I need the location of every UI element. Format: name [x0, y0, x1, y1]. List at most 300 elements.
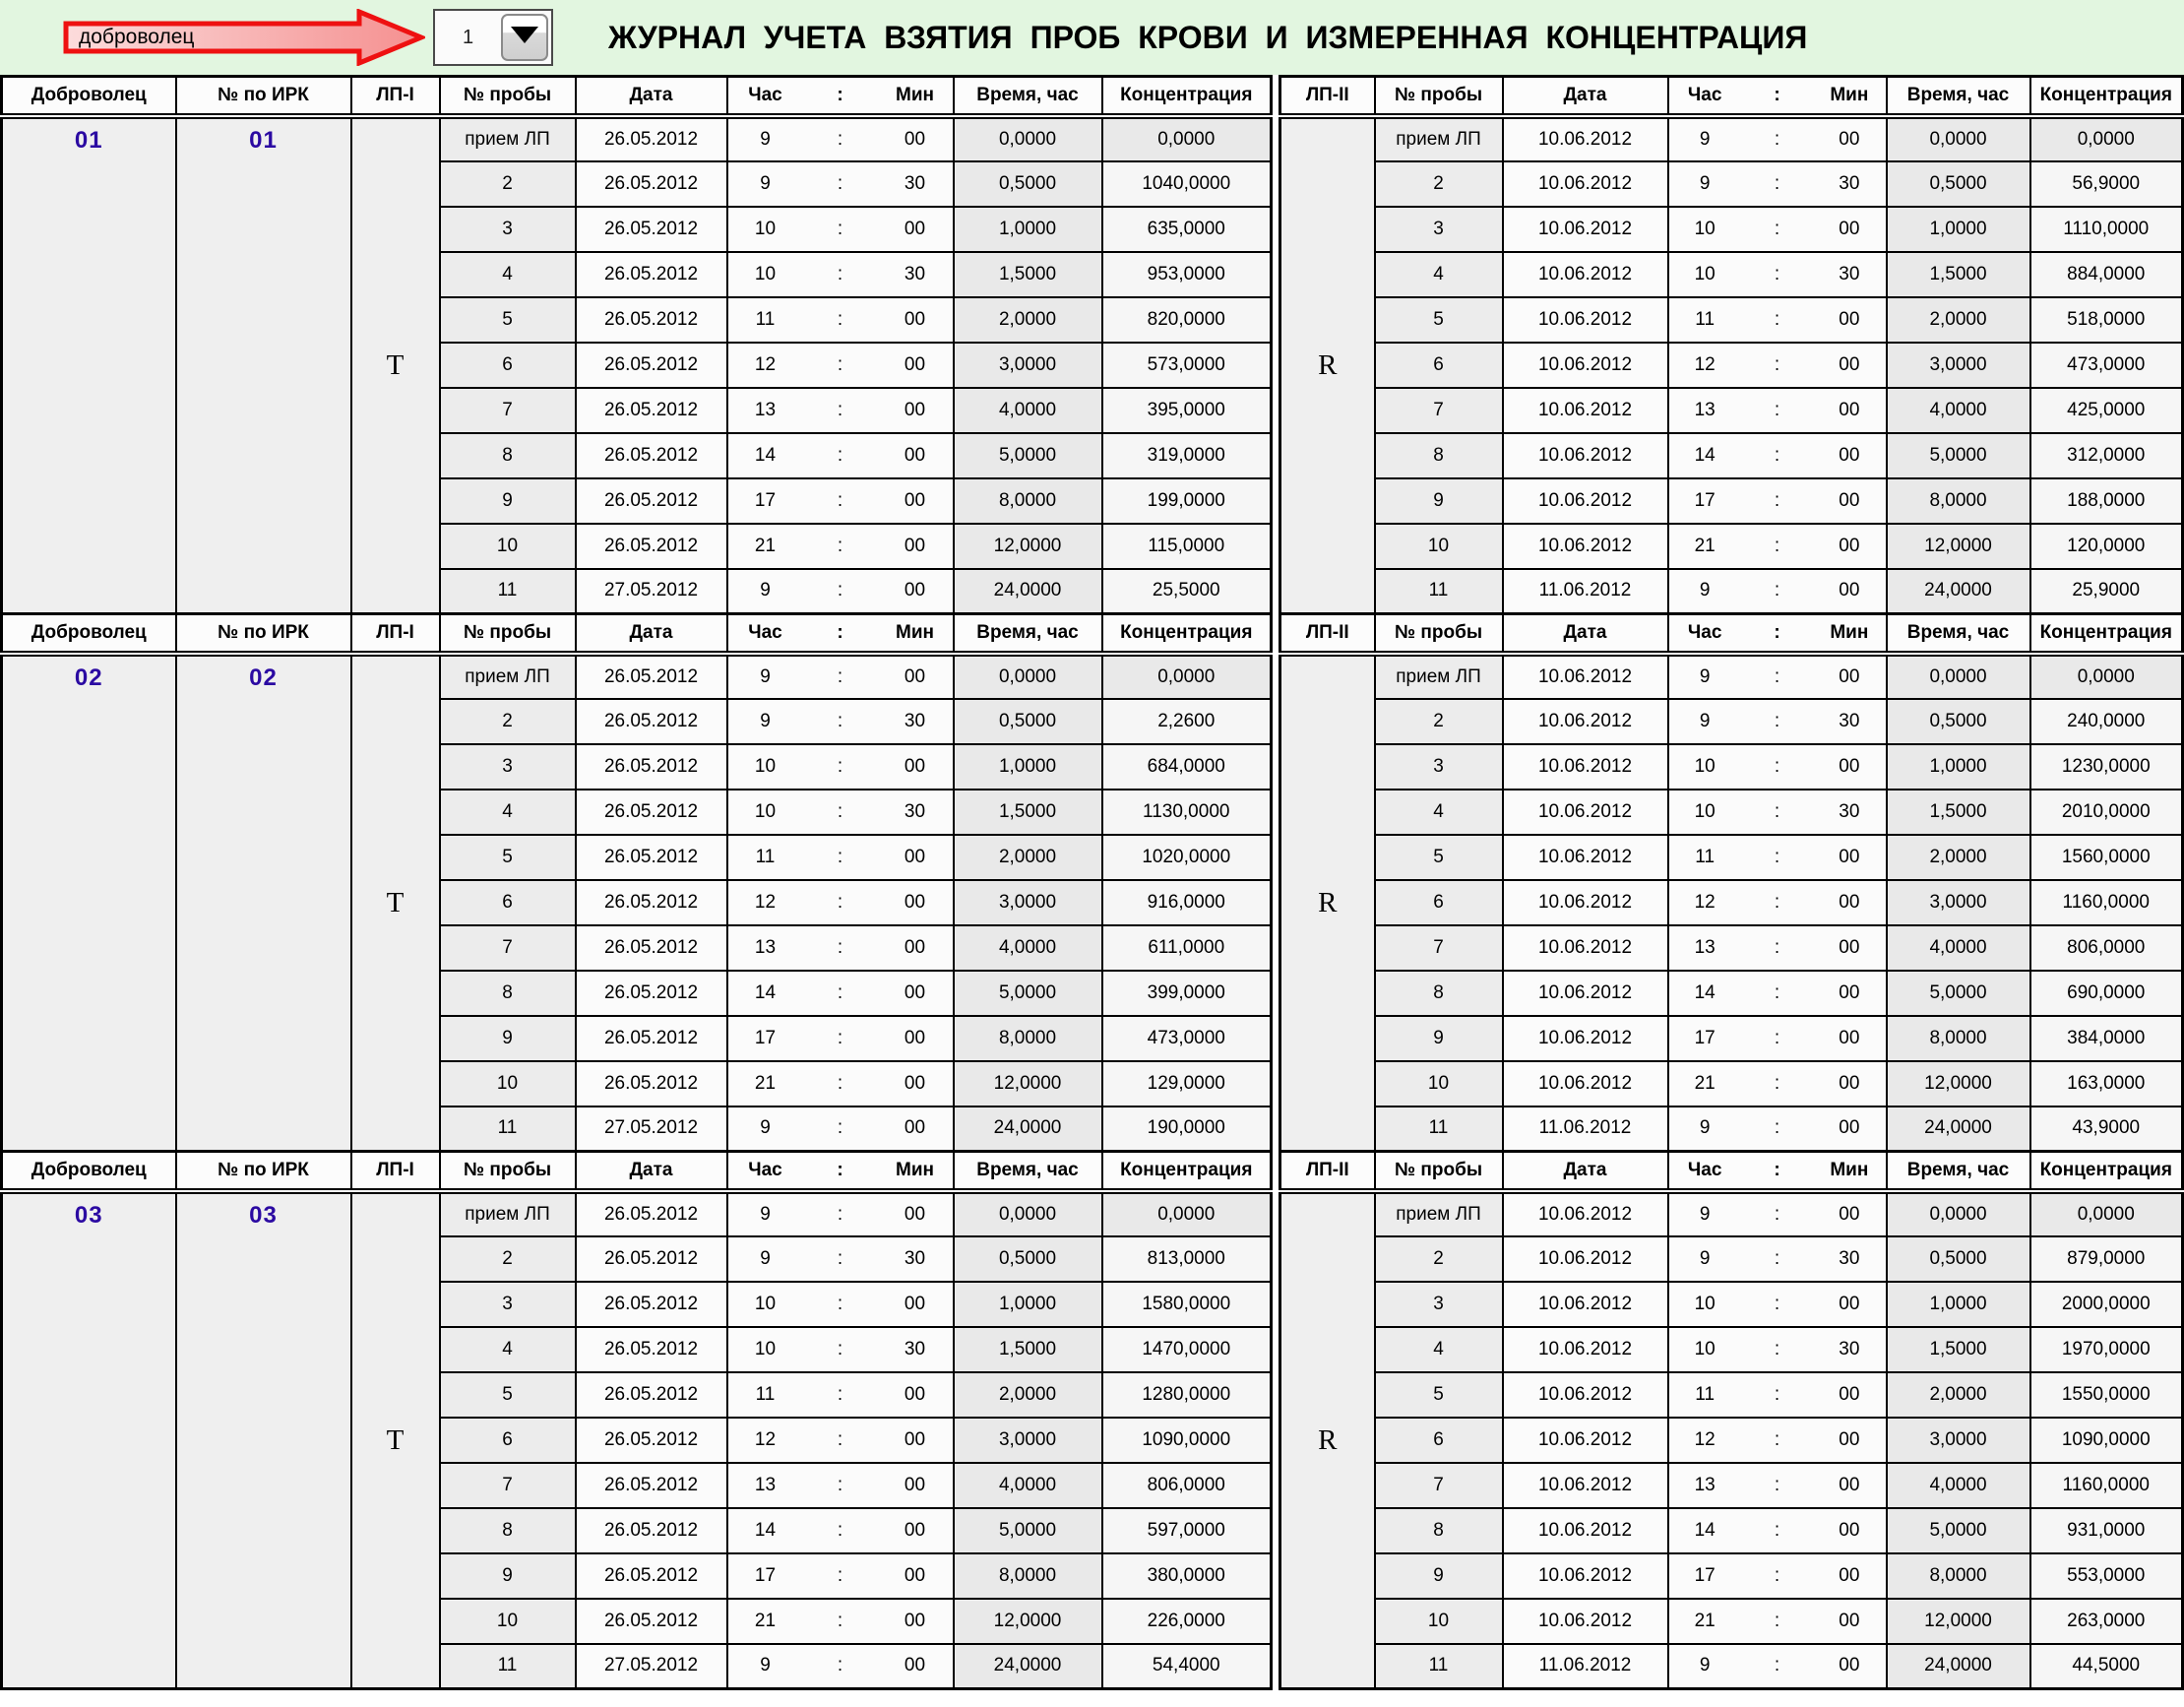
hour-min-cell-wrap: [728, 580, 953, 601]
sample-cell: 4: [1375, 252, 1503, 297]
hour-min-cell-min: 30: [1839, 1247, 1860, 1269]
conc-cell: 806,0000: [2030, 925, 2183, 971]
hour-min-cell: [727, 699, 954, 744]
conc-cell: 1470,0000: [1102, 1327, 1272, 1372]
date-cell: 10.06.2012: [1503, 654, 1668, 699]
table-row: [1280, 790, 2183, 835]
hour-min-cell-colon: :: [1774, 891, 1780, 913]
table-row: [1280, 1236, 2183, 1282]
col-header-hour-min-min: Мин: [1830, 84, 1869, 105]
time-cell: 4,0000: [954, 925, 1102, 971]
hour-min-cell-colon: :: [837, 1428, 843, 1450]
hour-min-cell-wrap: [1669, 536, 1886, 557]
hour-min-cell: [1668, 1372, 1887, 1418]
hour-min-cell-min: 00: [904, 1293, 926, 1314]
date-cell: 10.06.2012: [1503, 388, 1668, 433]
hour-min-cell: [727, 880, 954, 925]
time-cell: 4,0000: [1887, 388, 2030, 433]
hour-min-cell-colon: :: [1774, 1655, 1780, 1676]
date-cell: 10.06.2012: [1503, 1418, 1668, 1463]
hour-min-cell: [727, 388, 954, 433]
col-header-time: Время, час: [1887, 1152, 2030, 1191]
lp1-table: [0, 75, 1273, 1690]
col-header-hour-min-hour: Час: [1687, 621, 1722, 643]
hour-min-cell-hour: 11: [1695, 1383, 1716, 1405]
hour-min-cell-wrap: [728, 173, 953, 195]
conc-cell: 2000,0000: [2030, 1282, 2183, 1327]
hour-min-cell-colon: :: [1774, 710, 1780, 731]
hour-min-cell-colon: :: [1774, 172, 1780, 194]
sample-cell: 9: [440, 1016, 576, 1061]
hour-min-cell-hour: 17: [1694, 489, 1716, 511]
hour-min-cell-colon: :: [837, 353, 843, 375]
conc-cell: 120,0000: [2030, 524, 2183, 569]
col-header-time: Время, час: [954, 77, 1102, 116]
sample-cell: 6: [440, 1418, 576, 1463]
hour-min-cell-min: 00: [904, 399, 926, 420]
sample-cell: 6: [1375, 343, 1503, 388]
hour-min-cell-hour: 9: [760, 665, 771, 687]
hour-min-cell-min: 00: [904, 308, 926, 330]
hour-min-cell-wrap: [728, 1611, 953, 1632]
hour-min-cell-hour: 9: [760, 710, 771, 731]
time-cell: 3,0000: [1887, 1418, 2030, 1463]
conc-cell: 0,0000: [1102, 1191, 1272, 1236]
hour-min-cell-hour: 9: [760, 580, 771, 601]
spinner-dropdown-button[interactable]: [501, 14, 548, 61]
date-cell: 10.06.2012: [1503, 790, 1668, 835]
toolbar: [0, 0, 2184, 75]
hour-min-cell-colon: :: [1774, 1117, 1780, 1139]
time-cell: 1,5000: [954, 790, 1102, 835]
col-header-hour-min-min: Мин: [896, 1159, 934, 1180]
table-row: [2, 1191, 1272, 1236]
sample-cell: 4: [440, 1327, 576, 1372]
table-row: [1280, 1508, 2183, 1553]
table-row: [1280, 654, 2183, 699]
time-cell: 0,0000: [954, 116, 1102, 161]
time-cell: 1,5000: [954, 252, 1102, 297]
lp2-code: R: [1280, 1191, 1375, 1689]
col-header-time: Время, час: [954, 614, 1102, 654]
hour-min-cell: [1668, 116, 1887, 161]
hour-min-cell-wrap: [1669, 937, 1886, 959]
time-cell: 3,0000: [954, 880, 1102, 925]
hour-min-cell-hour: 9: [1699, 1117, 1711, 1139]
hour-min-cell-colon: :: [1774, 1474, 1780, 1495]
sample-cell: 8: [440, 1508, 576, 1553]
time-cell: 5,0000: [954, 1508, 1102, 1553]
col-header-hour-min-wrap: [728, 1160, 953, 1181]
hour-min-cell-min: 00: [904, 535, 926, 556]
hour-min-cell: [1668, 478, 1887, 524]
hour-min-cell: [727, 207, 954, 252]
conc-cell: 1550,0000: [2030, 1372, 2183, 1418]
hour-min-cell-colon: :: [837, 1610, 843, 1631]
conc-cell: 1090,0000: [2030, 1418, 2183, 1463]
hour-min-cell-min: 00: [904, 1203, 926, 1225]
hour-min-cell-colon: :: [1774, 263, 1780, 284]
hour-min-cell: [727, 971, 954, 1016]
hour-min-cell-min: 00: [1839, 489, 1860, 511]
sample-cell: 2: [1375, 1236, 1503, 1282]
hour-min-cell-colon: :: [1774, 1247, 1780, 1269]
hour-min-cell: [1668, 1508, 1887, 1553]
hour-min-cell-hour: 14: [1694, 444, 1716, 466]
date-cell: 10.06.2012: [1503, 699, 1668, 744]
hour-min-cell: [1668, 1016, 1887, 1061]
hour-min-cell-min: 00: [904, 936, 926, 958]
conc-cell: 1110,0000: [2030, 207, 2183, 252]
table-row: [1280, 835, 2183, 880]
hour-min-cell-colon: :: [837, 665, 843, 687]
hour-min-cell: [1668, 1106, 1887, 1152]
sample-cell: 5: [440, 1372, 576, 1418]
conc-cell: 199,0000: [1102, 478, 1272, 524]
hour-min-cell-hour: 17: [754, 1564, 777, 1586]
col-header-hour-min-colon: :: [1774, 84, 1780, 105]
hour-min-cell-wrap: [728, 892, 953, 914]
hour-min-cell-hour: 14: [1694, 981, 1716, 1003]
hour-min-cell-colon: :: [1774, 1610, 1780, 1631]
hour-min-cell-colon: :: [837, 1203, 843, 1225]
time-cell: 12,0000: [954, 1061, 1102, 1106]
hour-min-cell-wrap: [1669, 400, 1886, 421]
sample-cell: 7: [440, 1463, 576, 1508]
conc-cell: 1160,0000: [2030, 880, 2183, 925]
conc-cell: 1020,0000: [1102, 835, 1272, 880]
hour-min-cell-hour: 17: [1694, 1564, 1716, 1586]
hour-min-cell-wrap: [728, 354, 953, 376]
hour-min-cell-colon: :: [1774, 1203, 1780, 1225]
hour-min-cell-wrap: [1669, 892, 1886, 914]
time-cell: 0,5000: [1887, 699, 2030, 744]
hour-min-cell-min: 00: [1839, 308, 1860, 330]
time-cell: 2,0000: [954, 1372, 1102, 1418]
date-cell: 26.05.2012: [576, 1327, 727, 1372]
hour-min-cell: [727, 744, 954, 790]
hour-min-cell-wrap: [728, 400, 953, 421]
hour-min-cell-wrap: [1669, 1028, 1886, 1049]
hour-min-cell-wrap: [1669, 1475, 1886, 1496]
col-header-date: Дата: [1503, 1152, 1668, 1191]
time-cell: 1,0000: [1887, 207, 2030, 252]
table-row: [1280, 1644, 2183, 1689]
col-header-lp1: ЛП-I: [351, 77, 440, 116]
lp2-table: [1279, 75, 2184, 1690]
hour-min-cell-min: 00: [904, 218, 926, 239]
hour-min-cell-min: 00: [1839, 891, 1860, 913]
sample-cell: 5: [1375, 297, 1503, 343]
hour-min-cell-colon: :: [837, 1027, 843, 1048]
hour-min-cell-hour: 10: [1694, 800, 1716, 822]
hour-min-cell-colon: :: [837, 444, 843, 466]
date-cell: 10.06.2012: [1503, 433, 1668, 478]
hour-min-cell: [727, 116, 954, 161]
sample-cell: 9: [440, 1553, 576, 1599]
hour-min-cell-hour: 21: [1694, 1072, 1716, 1094]
hour-min-cell: [1668, 790, 1887, 835]
hour-min-cell-wrap: [1669, 711, 1886, 732]
time-cell: 2,0000: [954, 297, 1102, 343]
hour-min-cell-hour: 9: [1699, 172, 1711, 194]
hour-min-cell: [727, 1463, 954, 1508]
hour-min-cell: [727, 925, 954, 971]
table-row: [1280, 1061, 2183, 1106]
hour-min-cell: [1668, 1463, 1887, 1508]
lp2-code: R: [1280, 654, 1375, 1152]
date-cell: 10.06.2012: [1503, 1508, 1668, 1553]
hour-min-cell: [1668, 1418, 1887, 1463]
hour-min-cell: [1668, 1191, 1887, 1236]
col-header-date: Дата: [1503, 614, 1668, 654]
hour-min-cell-hour: 11: [755, 1383, 776, 1405]
hour-min-cell-wrap: [728, 937, 953, 959]
conc-cell: 2010,0000: [2030, 790, 2183, 835]
sample-cell: 8: [1375, 971, 1503, 1016]
time-cell: 0,0000: [954, 654, 1102, 699]
hour-min-cell-min: 30: [904, 263, 926, 284]
sample-cell: 9: [1375, 478, 1503, 524]
conc-cell: 0,0000: [1102, 654, 1272, 699]
hour-min-cell-wrap: [728, 309, 953, 331]
hour-min-cell-colon: :: [1774, 665, 1780, 687]
col-header-date: Дата: [576, 614, 727, 654]
sample-cell: 2: [440, 699, 576, 744]
hour-min-cell-hour: 10: [754, 218, 777, 239]
date-cell: 26.05.2012: [576, 880, 727, 925]
hour-min-cell: [1668, 524, 1887, 569]
hour-min-cell-colon: :: [1774, 580, 1780, 601]
time-cell: 0,0000: [1887, 1191, 2030, 1236]
table-row: [1280, 252, 2183, 297]
time-cell: 8,0000: [954, 478, 1102, 524]
sample-cell: 11: [1375, 1644, 1503, 1689]
hour-min-cell-min: 00: [904, 1383, 926, 1405]
hour-min-cell-wrap: [1669, 219, 1886, 240]
hour-min-cell-wrap: [1669, 982, 1886, 1004]
hour-min-cell: [1668, 1282, 1887, 1327]
conc-cell: 518,0000: [2030, 297, 2183, 343]
time-cell: 0,5000: [954, 161, 1102, 207]
hour-min-cell-colon: :: [837, 1293, 843, 1314]
conc-cell: 380,0000: [1102, 1553, 1272, 1599]
date-cell: 10.06.2012: [1503, 207, 1668, 252]
time-cell: 0,5000: [954, 1236, 1102, 1282]
hour-min-cell-min: 00: [1839, 1474, 1860, 1495]
hour-min-cell-colon: :: [837, 172, 843, 194]
sample-cell: 3: [440, 744, 576, 790]
time-cell: 2,0000: [1887, 1372, 2030, 1418]
hour-min-cell: [727, 524, 954, 569]
col-header-hour-min: [727, 614, 954, 654]
table-row: [1280, 1282, 2183, 1327]
conc-cell: 399,0000: [1102, 971, 1272, 1016]
conc-cell: 319,0000: [1102, 433, 1272, 478]
conc-cell: 395,0000: [1102, 388, 1272, 433]
hour-min-cell-min: 00: [904, 1428, 926, 1450]
hour-min-cell-min: 30: [904, 1338, 926, 1359]
hour-min-cell-wrap: [1669, 1429, 1886, 1451]
hour-min-cell: [727, 1644, 954, 1689]
sample-cell: 6: [1375, 1418, 1503, 1463]
time-cell: 8,0000: [954, 1553, 1102, 1599]
hour-min-cell-min: 00: [1839, 936, 1860, 958]
time-cell: 0,5000: [954, 699, 1102, 744]
sample-cell: 3: [1375, 207, 1503, 252]
sample-cell: 9: [440, 478, 576, 524]
hour-min-cell-min: 00: [1839, 353, 1860, 375]
time-cell: 24,0000: [1887, 1106, 2030, 1152]
table-row: [1280, 744, 2183, 790]
hour-min-cell: [1668, 433, 1887, 478]
time-cell: 4,0000: [954, 388, 1102, 433]
hour-min-cell-colon: :: [1774, 1027, 1780, 1048]
time-cell: 3,0000: [954, 343, 1102, 388]
conc-cell: 806,0000: [1102, 1463, 1272, 1508]
chevron-down-icon: [511, 27, 538, 43]
conc-cell: 115,0000: [1102, 524, 1272, 569]
table-row: [1280, 1599, 2183, 1644]
hour-min-cell-min: 00: [1839, 981, 1860, 1003]
hour-min-cell-hour: 9: [760, 1655, 771, 1676]
hour-min-cell-wrap: [728, 1204, 953, 1226]
hour-min-cell-colon: :: [1774, 535, 1780, 556]
sample-cell: 8: [1375, 433, 1503, 478]
table-row: [1280, 699, 2183, 744]
hour-min-cell-wrap: [1669, 756, 1886, 778]
hour-min-cell-hour: 9: [760, 1203, 771, 1225]
hour-min-cell-wrap: [1669, 354, 1886, 376]
conc-cell: 635,0000: [1102, 207, 1272, 252]
date-cell: 10.06.2012: [1503, 1327, 1668, 1372]
hour-min-cell-wrap: [1669, 1655, 1886, 1676]
sample-cell: 8: [440, 433, 576, 478]
lp1-code: T: [351, 654, 440, 1152]
date-cell: 10.06.2012: [1503, 1463, 1668, 1508]
hour-min-cell-hour: 14: [754, 981, 777, 1003]
sample-cell: 11: [440, 569, 576, 614]
hour-min-cell-wrap: [728, 1475, 953, 1496]
time-cell: 1,0000: [1887, 1282, 2030, 1327]
col-header-date: Дата: [576, 77, 727, 116]
hour-min-cell-min: 00: [1839, 1428, 1860, 1450]
table-row: [1280, 880, 2183, 925]
hour-min-cell-hour: 21: [1694, 1610, 1716, 1631]
conc-cell: 263,0000: [2030, 1599, 2183, 1644]
sample-cell: 11: [1375, 569, 1503, 614]
hour-min-cell-wrap: [728, 1655, 953, 1676]
sample-cell: 8: [1375, 1508, 1503, 1553]
col-header-date: Дата: [1503, 77, 1668, 116]
col-header-hour-min-hour: Час: [1687, 1159, 1722, 1180]
time-cell: 8,0000: [1887, 478, 2030, 524]
date-cell: 26.05.2012: [576, 971, 727, 1016]
hour-min-cell-wrap: [1669, 1611, 1886, 1632]
sample-cell: 3: [440, 1282, 576, 1327]
hour-min-cell-wrap: [1669, 1384, 1886, 1406]
hour-min-cell-hour: 9: [1699, 1655, 1711, 1676]
time-cell: 1,5000: [1887, 1327, 2030, 1372]
time-cell: 1,5000: [1887, 252, 2030, 297]
hour-min-cell-min: 00: [1839, 1203, 1860, 1225]
irk-number: 02: [176, 654, 351, 1152]
time-cell: 1,0000: [954, 744, 1102, 790]
hour-min-cell-hour: 10: [754, 755, 777, 777]
column-header-row: [1280, 1152, 2183, 1191]
date-cell: 10.06.2012: [1503, 343, 1668, 388]
col-header-sample: № пробы: [1375, 614, 1503, 654]
time-cell: 12,0000: [1887, 1599, 2030, 1644]
col-header-lp1: ЛП-I: [351, 1152, 440, 1191]
conc-cell: 597,0000: [1102, 1508, 1272, 1553]
hour-min-cell-hour: 10: [1694, 218, 1716, 239]
hour-min-cell: [1668, 297, 1887, 343]
hour-min-cell-min: 30: [904, 172, 926, 194]
date-cell: 26.05.2012: [576, 835, 727, 880]
column-header-row: [1280, 614, 2183, 654]
hour-min-cell-hour: 9: [1699, 1247, 1711, 1269]
hour-min-cell-min: 00: [904, 665, 926, 687]
hour-min-cell-wrap: [1669, 309, 1886, 331]
table-row: [1280, 524, 2183, 569]
col-header-conc: Концентрация: [2030, 614, 2183, 654]
hour-min-cell-wrap: [1669, 264, 1886, 285]
table-row: [2, 116, 1272, 161]
hour-min-cell-wrap: [1669, 173, 1886, 195]
col-header-lp1: ЛП-I: [351, 614, 440, 654]
date-cell: 26.05.2012: [576, 744, 727, 790]
hour-min-cell-wrap: [1669, 1204, 1886, 1226]
col-header-irk: № по ИРК: [176, 1152, 351, 1191]
col-header-hour-min-min: Мин: [896, 621, 934, 643]
hour-min-cell-min: 00: [1839, 1383, 1860, 1405]
time-cell: 0,5000: [1887, 1236, 2030, 1282]
hour-min-cell-colon: :: [837, 399, 843, 420]
hour-min-cell-colon: :: [1774, 308, 1780, 330]
hour-min-cell-colon: :: [837, 710, 843, 731]
sample-cell: 7: [1375, 388, 1503, 433]
sample-cell: 10: [440, 524, 576, 569]
sample-cell: 11: [440, 1644, 576, 1689]
hour-min-cell-hour: 13: [754, 399, 777, 420]
hour-min-cell-colon: :: [837, 981, 843, 1003]
hour-min-cell: [727, 1191, 954, 1236]
hour-min-cell-hour: 9: [1699, 128, 1711, 150]
col-header-hour-min-min: Мин: [1830, 621, 1869, 643]
volunteer-arrow-callout: [63, 9, 425, 66]
hour-min-cell: [1668, 925, 1887, 971]
date-cell: 11.06.2012: [1503, 1106, 1668, 1152]
date-cell: 26.05.2012: [576, 478, 727, 524]
hour-min-cell-colon: :: [837, 218, 843, 239]
hour-min-cell-hour: 10: [1694, 755, 1716, 777]
journal-table-area: [0, 75, 2184, 1690]
volunteer-number: 01: [2, 116, 176, 614]
volunteer-spinner[interactable]: [433, 9, 553, 66]
hour-min-cell-hour: 14: [754, 1519, 777, 1541]
hour-min-cell: [727, 1508, 954, 1553]
hour-min-cell: [727, 1327, 954, 1372]
sample-cell: 10: [1375, 524, 1503, 569]
table-row: [1280, 1106, 2183, 1152]
sample-cell: 5: [440, 297, 576, 343]
hour-min-cell-colon: :: [837, 1338, 843, 1359]
hour-min-cell-hour: 10: [754, 1338, 777, 1359]
time-cell: 12,0000: [1887, 1061, 2030, 1106]
time-cell: 5,0000: [1887, 433, 2030, 478]
time-cell: 12,0000: [954, 1599, 1102, 1644]
